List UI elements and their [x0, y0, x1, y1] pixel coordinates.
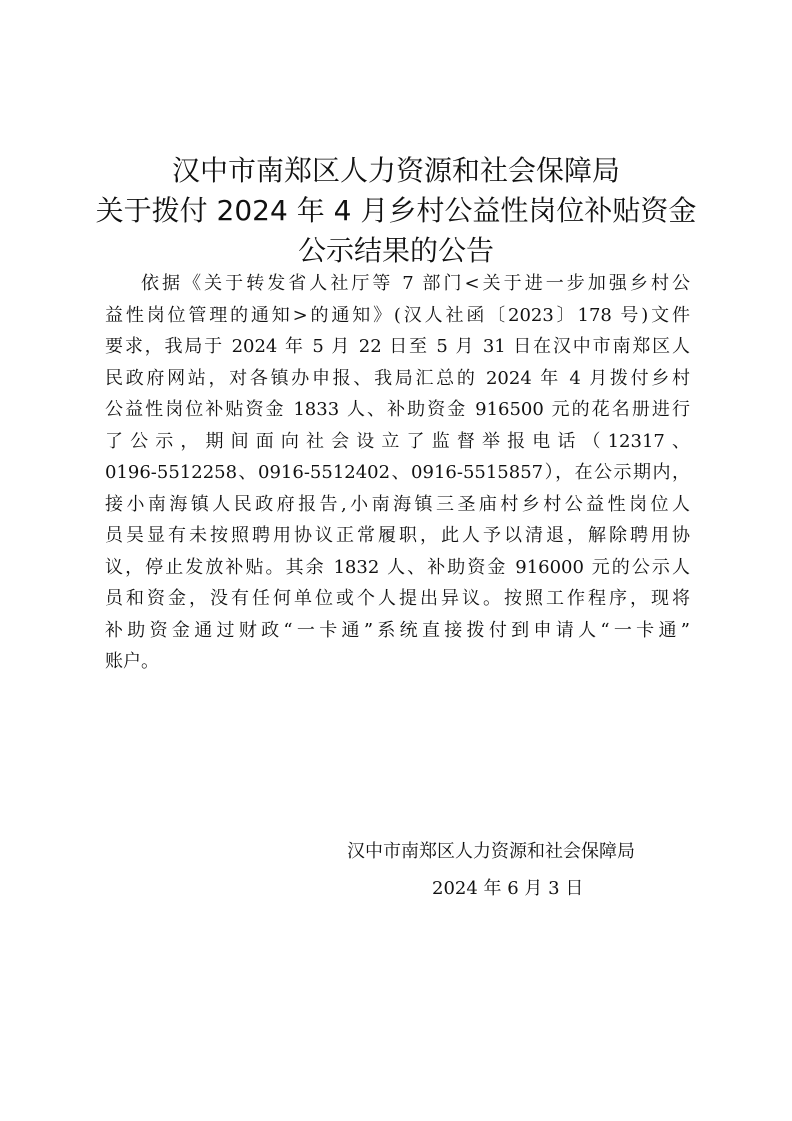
title-line-1: 汉中市南郑区人力资源和社会保障局: [171, 154, 620, 187]
document-title: [0, 151, 792, 271]
body-line-11: 员和资金，没有任何单位或个人提出异议。按照工作程序，现将: [105, 588, 690, 609]
body-line-3: 要求，我局于 2024 年 5 月 22 日至 5 月 31 日在汉中市南郑区人: [105, 336, 690, 357]
body-line-13: 账户。: [105, 651, 159, 672]
body-line-6: 了公示，期间面向社会设立了监督举报电话（12317、: [105, 430, 690, 452]
body-line-12: 补助资金通过财政“一卡通”系统直接拨付到申请人“一卡通”: [105, 619, 690, 641]
body-line-9: 员吴显有未按照聘用协议正常履职，此人予以清退，解除聘用协: [105, 525, 690, 546]
body-line-8: 接小南海镇人民政府报告,小南海镇三圣庙村乡村公益性岗位人: [105, 493, 690, 515]
body-line-1: 依据《关于转发省人社厅等 7 部门<关于进一步加强乡村公: [141, 273, 690, 294]
body-line-7: 0196-5512258、0916-5512402、0916-5515857），在公示期内，: [105, 462, 690, 483]
signature-date: 2024 年 6 月 3 日: [432, 878, 584, 899]
title-line-2: 关于拨付 2024 年 4 月乡村公益性岗位补贴资金: [95, 194, 697, 227]
document-body: [105, 268, 690, 678]
title-line-3: 公示结果的公告: [297, 234, 494, 267]
signature-block: [347, 833, 692, 907]
body-line-4: 民政府网站，对各镇办申报、我局汇总的 2024 年 4 月拨付乡村: [105, 367, 690, 389]
body-line-5: 公益性岗位补贴资金 1833 人、补助资金 916500 元的花名册进行: [105, 399, 690, 420]
signature-organization: 汉中市南郑区人力资源和社会保障局: [347, 841, 635, 862]
body-line-10: 议，停止发放补贴。其余 1832 人、补助资金 916000 元的公示人: [105, 556, 690, 578]
body-line-2: 益性岗位管理的通知>的通知》(汉人社函〔2023〕178 号)文件: [105, 304, 690, 326]
